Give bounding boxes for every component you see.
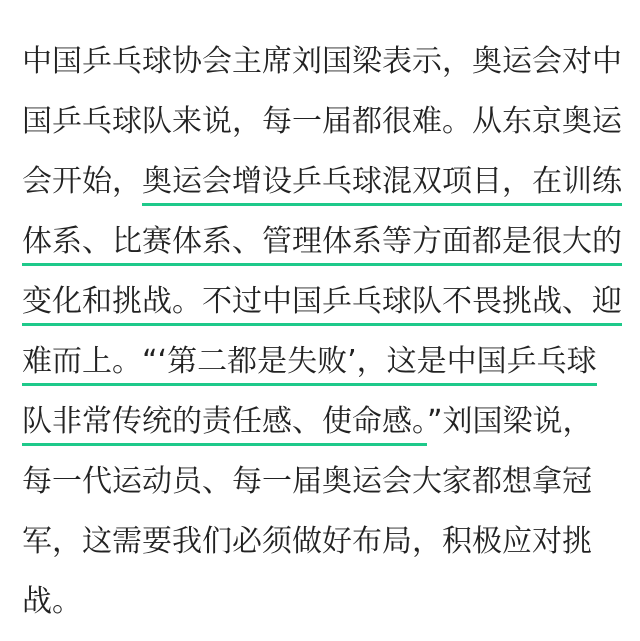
line-3-highlighted-text: 奥运会增设乒乓球混双项目，在训练 xyxy=(142,164,622,206)
line-5-highlighted-text: 变化和挑战。不过中国乒乓球队不畏挑战、迎 xyxy=(22,284,622,326)
watermark xyxy=(524,623,634,637)
article-line-4 xyxy=(22,220,622,264)
line-4-highlighted-text: 体系、比赛体系、管理体系等方面都是很大的 xyxy=(22,224,622,266)
line-3-text: 会开始， xyxy=(22,164,142,199)
line-10-text: 战。 xyxy=(22,584,82,619)
article-line-9 xyxy=(22,520,592,564)
article-line-1 xyxy=(22,40,622,84)
line-9-text: 军，这需要我们必须做好布局，积极应对挑 xyxy=(22,524,592,559)
article-line-3 xyxy=(22,160,622,204)
article-line-5 xyxy=(22,280,622,324)
article-line-10 xyxy=(22,580,82,624)
article-line-8 xyxy=(22,460,592,504)
article-line-2 xyxy=(22,100,622,144)
article-line-6 xyxy=(22,340,597,384)
line-2-text: 国乒乓球队来说，每一届都很难。从东京奥运 xyxy=(22,104,622,139)
line-1-text: 中国乒乓球协会主席刘国梁表示，奥运会对中 xyxy=(22,44,622,79)
line-6-highlighted-text: 难而上。“‘第二都是失败’，这是中国乒乓球 xyxy=(22,344,597,386)
line-8-text: 每一代运动员、每一届奥运会大家都想拿冠 xyxy=(22,464,592,499)
line-7-text: ”刘国梁说， xyxy=(427,404,593,439)
article-line-7 xyxy=(22,400,593,444)
line-7-highlighted-text: 队非常传统的责任感、使命感。 xyxy=(22,404,427,446)
